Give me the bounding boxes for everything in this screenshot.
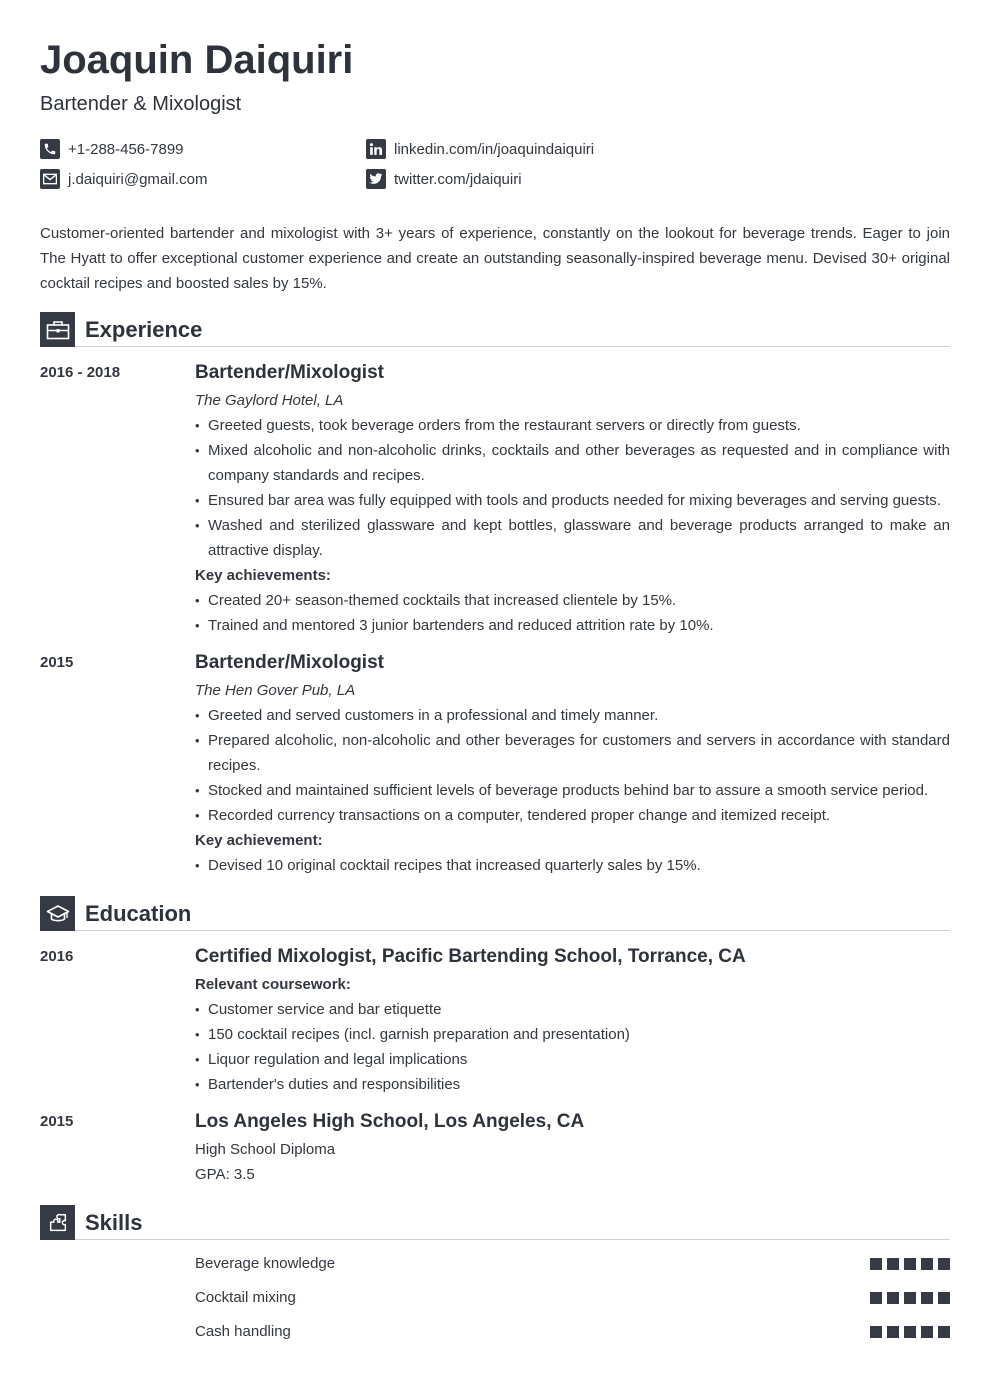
list-item: • Bartender's duties and responsibilities (195, 1072, 950, 1097)
education-year: 2015 (40, 1113, 74, 1130)
skill-level-square (887, 1326, 899, 1338)
briefcase-icon (40, 312, 75, 347)
skill-rating (870, 1258, 950, 1270)
skill-row (195, 1321, 950, 1343)
skill-level-square (921, 1292, 933, 1304)
list-item: • Customer service and bar etiquette (195, 997, 950, 1022)
education-diploma: High School Diploma (195, 1141, 336, 1158)
job-dates: 2015 (40, 654, 74, 671)
skill-level-square (921, 1258, 933, 1270)
skills-section-header (40, 1205, 950, 1241)
education-year: 2016 (40, 948, 74, 965)
skill-level-square (887, 1292, 899, 1304)
list-item: • Ensured bar area was fully equipped with tools and products needed for mixing beverages and serving guests. (195, 488, 950, 513)
list-item: • Stocked and maintained sufficient levels of beverage products behind bar to assure a smooth service period. (195, 778, 950, 803)
job-achievements (195, 588, 950, 638)
skill-rating (870, 1326, 950, 1338)
contact-phone (40, 138, 184, 160)
skill-name: Cash handling (195, 1323, 291, 1340)
skill-name: Beverage knowledge (195, 1255, 336, 1272)
skill-level-square (870, 1258, 882, 1270)
list-item: • Washed and sterilized glassware and kept bottles, glassware and beverage products arranged to make an attractive display. (195, 513, 950, 563)
candidate-title: Bartender & Mixologist (40, 93, 242, 115)
linkedin-text[interactable]: linkedin.com/in/joaquindaiquiri (394, 140, 595, 158)
section-divider (75, 346, 950, 347)
coursework-list (195, 997, 950, 1097)
skill-level-square (938, 1292, 950, 1304)
job-duties (195, 413, 950, 563)
contact-email (40, 168, 207, 190)
puzzle-icon (40, 1205, 75, 1240)
twitter-icon (366, 169, 386, 189)
list-item: • Trained and mentored 3 junior bartenders and reduced attrition rate by 10%. (195, 613, 950, 638)
coursework-label: Relevant coursework: (195, 976, 351, 993)
skill-level-square (904, 1292, 916, 1304)
list-item: • Recorded currency transactions on a computer, tendered proper change and itemized receipt. (195, 803, 950, 828)
job-title: Bartender/Mixologist (195, 362, 384, 383)
achievements-label: Key achievements: (195, 567, 331, 584)
experience-heading: Experience (85, 317, 203, 342)
job-duties (195, 703, 950, 828)
graduation-cap-icon (40, 896, 75, 931)
envelope-icon (40, 169, 60, 189)
job-dates: 2016 - 2018 (40, 364, 121, 381)
skill-level-square (904, 1258, 916, 1270)
experience-section-header (40, 312, 950, 348)
list-item: • Prepared alcoholic, non-alcoholic and other beverages for customers and servers in accordance with standard recipes. (195, 728, 950, 778)
skill-level-square (938, 1326, 950, 1338)
skill-level-square (921, 1326, 933, 1338)
skill-name: Cocktail mixing (195, 1289, 296, 1306)
list-item: • Greeted guests, took beverage orders from the restaurant servers or directly from guests. (195, 413, 950, 438)
job-company: The Gaylord Hotel, LA (195, 392, 344, 409)
profile-summary: Customer-oriented bartender and mixologist with 3+ years of experience, constantly on the lookout for beverage trends. Eager to join The Hyatt to offer exceptional customer experience and create an outstanding seasonally-inspired beverage menu. Devised 30+ original cocktail recipes and boosted sales by 15%. (40, 225, 950, 292)
list-item: • Mixed alcoholic and non-alcoholic drinks, cocktails and other beverages as requested and in compliance with company standards and recipes. (195, 438, 950, 488)
contact-linkedin (366, 138, 594, 160)
job-company: The Hen Gover Pub, LA (195, 682, 356, 699)
skill-rating (870, 1292, 950, 1304)
linkedin-icon (366, 139, 386, 159)
list-item: • Greeted and served customers in a professional and timely manner. (195, 703, 950, 728)
skill-row (195, 1253, 950, 1275)
list-item: • Liquor regulation and legal implications (195, 1047, 950, 1072)
email-text[interactable]: j.daiquiri@gmail.com (68, 170, 208, 188)
education-heading: Education (85, 901, 192, 926)
achievements-label: Key achievement: (195, 832, 323, 849)
job-achievements (195, 853, 950, 878)
candidate-name: Joaquin Daiquiri (40, 38, 354, 82)
education-gpa: GPA: 3.5 (195, 1166, 255, 1183)
skill-level-square (870, 1292, 882, 1304)
education-title: Los Angeles High School, Los Angeles, CA (195, 1111, 585, 1132)
education-section-header (40, 896, 950, 932)
twitter-text[interactable]: twitter.com/jdaiquiri (394, 170, 522, 188)
section-divider (75, 1239, 950, 1240)
skill-level-square (887, 1258, 899, 1270)
contact-twitter (366, 168, 522, 190)
skill-level-square (904, 1326, 916, 1338)
education-title: Certified Mixologist, Pacific Bartending School, Torrance, CA (195, 946, 746, 967)
skill-level-square (870, 1326, 882, 1338)
phone-text: +1-288-456-7899 (68, 140, 184, 158)
list-item: • Created 20+ season-themed cocktails that increased clientele by 15%. (195, 588, 950, 613)
list-item: • 150 cocktail recipes (incl. garnish preparation and presentation) (195, 1022, 950, 1047)
list-item: • Devised 10 original cocktail recipes that increased quarterly sales by 15%. (195, 853, 950, 878)
skill-row (195, 1287, 950, 1309)
phone-icon (40, 139, 60, 159)
section-divider (75, 930, 950, 931)
job-title: Bartender/Mixologist (195, 652, 384, 673)
skill-level-square (938, 1258, 950, 1270)
skills-heading: Skills (85, 1210, 143, 1235)
